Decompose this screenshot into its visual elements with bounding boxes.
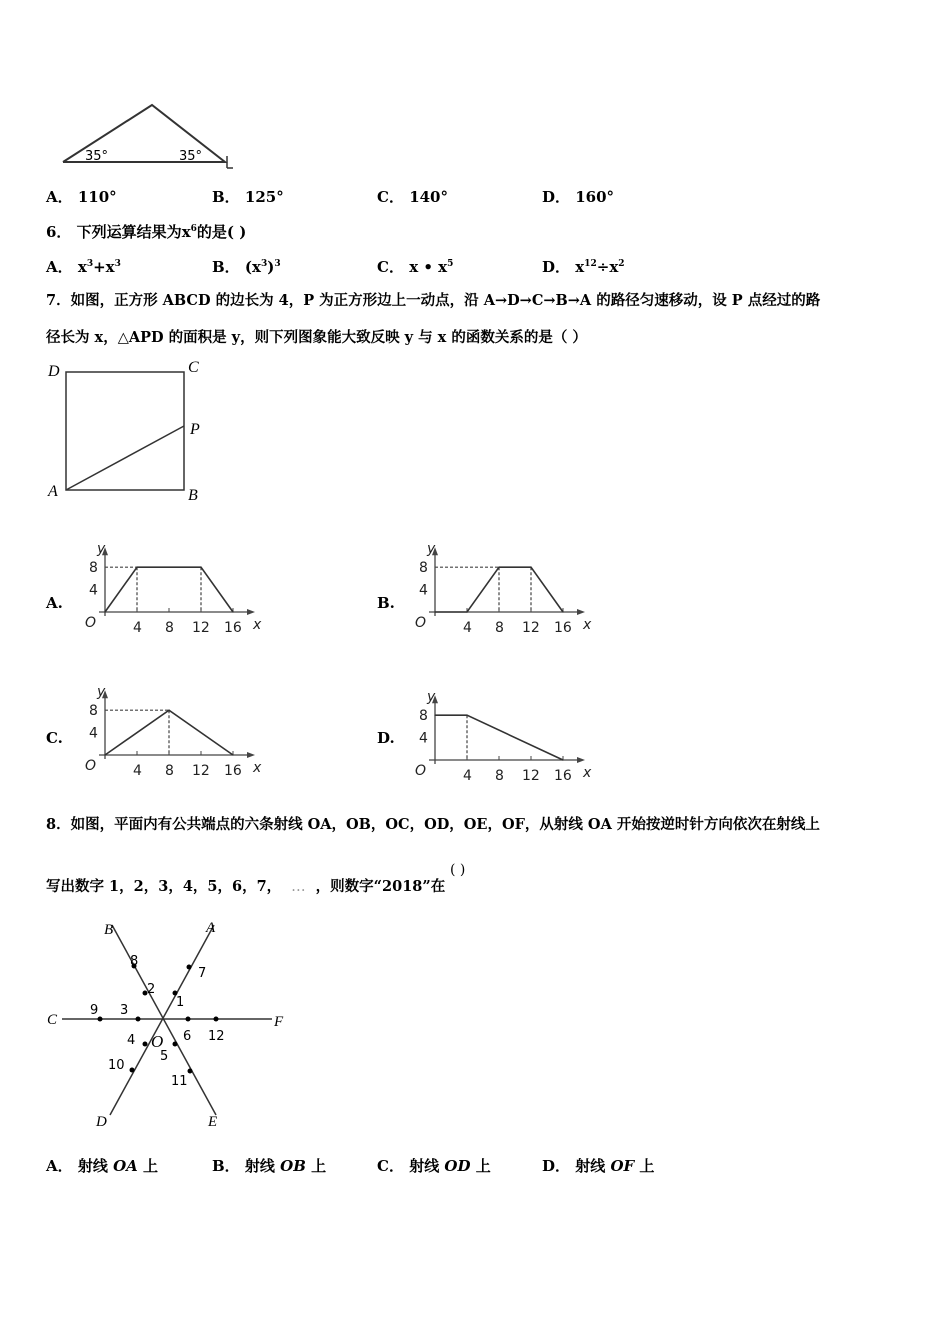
ray-number-9: 9 xyxy=(90,1003,99,1018)
data-point xyxy=(104,611,105,612)
angle-right-label: 35° xyxy=(179,149,203,164)
y-tick-label: 8 xyxy=(419,560,428,577)
y-tick-label: 8 xyxy=(89,703,98,720)
y-tick-label: 4 xyxy=(419,730,428,747)
data-point xyxy=(434,715,435,716)
square-label-b: B xyxy=(188,487,198,504)
ray-label-c: C xyxy=(47,1012,58,1028)
data-point xyxy=(466,611,467,612)
q5-option-d[interactable]: D． 160° xyxy=(542,188,615,206)
q8-stem-line1: 8．如图，平面内有公共端点的六条射线 OA，OB，OC，OD，OE，OF，从射线 OA 开始按逆时针方向依次在射线上 xyxy=(46,816,820,833)
q7-graph-a[interactable] xyxy=(75,535,275,635)
q8-option-a[interactable]: A． 射线 OA 上 xyxy=(46,1157,159,1175)
q6-option-b[interactable]: B． $(x^3)^3$ xyxy=(212,258,281,276)
ray-label-e: E xyxy=(208,1114,218,1130)
y-tick-label: 8 xyxy=(89,560,98,577)
q7-graph-b[interactable] xyxy=(405,535,605,635)
y-axis-label: y xyxy=(427,689,436,706)
q7-option-d-letter[interactable]: D. xyxy=(377,729,395,747)
x-tick-label: 16 xyxy=(224,620,242,636)
x-axis-label: x xyxy=(583,617,592,633)
x-tick-label: 12 xyxy=(522,768,540,784)
square-label-p: P xyxy=(190,421,200,438)
data-point xyxy=(168,710,169,711)
x-tick-label: 4 xyxy=(133,620,142,636)
data-point xyxy=(104,754,105,755)
origin-label: O xyxy=(415,615,427,631)
x-tick-label: 12 xyxy=(522,620,540,636)
ray-number-11: 11 xyxy=(171,1074,188,1089)
q7-stem-line2: 径长为 x，△APD 的面积是 y，则下列图象能大致反映 y 与 x 的函数关系的是（ ） xyxy=(46,329,587,346)
data-point xyxy=(136,567,137,568)
q7-square-figure xyxy=(40,358,220,508)
y-tick-label: 4 xyxy=(89,582,98,599)
ray-number-3: 3 xyxy=(120,1003,129,1018)
q5-option-b[interactable]: B． 125° xyxy=(212,188,284,206)
x-axis-arrow xyxy=(247,609,255,615)
q8-answer-paren: ( ) xyxy=(450,862,466,878)
x-tick-label: 16 xyxy=(224,763,242,779)
y-axis-label: y xyxy=(97,684,106,701)
x-tick-label: 4 xyxy=(463,620,472,636)
data-point xyxy=(200,567,201,568)
y-axis-label: y xyxy=(97,541,106,558)
function-line xyxy=(435,715,563,760)
ray-number-12: 12 xyxy=(208,1029,225,1044)
x-axis-label: x xyxy=(253,617,262,633)
x-axis-arrow xyxy=(577,609,585,615)
ray-label-b: B xyxy=(104,922,114,938)
data-point xyxy=(232,611,233,612)
data-point xyxy=(498,567,499,568)
q8-rays-figure xyxy=(40,915,300,1135)
x-axis-arrow xyxy=(247,752,255,758)
q6-option-c[interactable]: C． x • $x^5$ xyxy=(377,258,454,276)
x-tick-label: 12 xyxy=(192,763,210,779)
x-tick-label: 8 xyxy=(495,768,504,784)
ray-number-7: 7 xyxy=(198,966,207,981)
square-label-d: D xyxy=(48,363,60,380)
q5-option-c[interactable]: C． 140° xyxy=(377,188,448,206)
x-tick-label: 4 xyxy=(463,768,472,784)
x-tick-label: 8 xyxy=(165,620,174,636)
x-axis-label: x xyxy=(583,765,592,781)
q8-option-b[interactable]: B． 射线 OB 上 xyxy=(212,1157,327,1175)
q8-option-d[interactable]: D． 射线 OF 上 xyxy=(542,1157,655,1175)
q6-option-d[interactable]: D． $x^{12}\div x^2$ xyxy=(542,258,625,276)
q5-triangle-figure xyxy=(55,100,295,170)
q7-graph-d[interactable] xyxy=(405,683,605,783)
x-tick-label: 16 xyxy=(554,768,572,784)
x-tick-label: 8 xyxy=(165,763,174,779)
ray-number-8: 8 xyxy=(130,954,139,969)
ray-label-o: O xyxy=(151,1032,164,1051)
x-axis-arrow xyxy=(577,757,585,763)
data-point xyxy=(530,567,531,568)
q7-option-c-letter[interactable]: C. xyxy=(46,729,63,747)
q6-option-a[interactable]: A． $x^3+x^3$ xyxy=(46,258,121,276)
x-axis-label: x xyxy=(253,760,262,776)
data-point xyxy=(466,715,467,716)
q7-stem-line1: 7．如图，正方形 ABCD 的边长为 4，P 为正方形边上一动点，沿 A→D→C→B→A 的路径匀速移动，设 P 点经过的路 xyxy=(46,292,821,309)
q7-option-b-letter[interactable]: B. xyxy=(377,594,395,612)
x-tick-label: 4 xyxy=(133,763,142,779)
square-label-c: C xyxy=(188,359,199,376)
ray-number-1: 1 xyxy=(176,995,185,1010)
ray-number-6: 6 xyxy=(183,1029,192,1044)
origin-label: O xyxy=(85,615,97,631)
data-point xyxy=(232,754,233,755)
ray-number-4: 4 xyxy=(127,1033,136,1048)
y-tick-label: 4 xyxy=(89,725,98,742)
ray-number-5: 5 xyxy=(160,1049,169,1064)
y-tick-label: 8 xyxy=(419,708,428,725)
function-line xyxy=(105,567,233,612)
ray-number-2: 2 xyxy=(147,982,156,997)
q7-graph-c[interactable] xyxy=(75,678,275,778)
angle-left-label: 35° xyxy=(85,149,109,164)
ray-number-10: 10 xyxy=(108,1058,125,1073)
origin-label: O xyxy=(85,758,97,774)
y-axis-label: y xyxy=(427,541,436,558)
q5-option-a[interactable]: A． 110° xyxy=(46,188,117,206)
x-tick-label: 8 xyxy=(495,620,504,636)
ray-label-d: D xyxy=(96,1114,107,1130)
q8-stem-line2: 写出数字 1，2，3，4，5，6，7， … ，则数字“2018”在 xyxy=(46,878,446,895)
ray-label-f: F xyxy=(274,1014,284,1030)
q7-option-a-letter[interactable]: A. xyxy=(46,594,63,612)
data-point xyxy=(562,611,563,612)
q8-option-c[interactable]: C． 射线 OD 上 xyxy=(377,1157,491,1175)
x-tick-label: 16 xyxy=(554,620,572,636)
q6-stem: 6． 下列运算结果为$x^6$的是( ) xyxy=(46,223,247,241)
origin-label: O xyxy=(415,763,427,779)
ray-label-a: A xyxy=(206,920,216,936)
y-tick-label: 4 xyxy=(419,582,428,599)
data-point xyxy=(434,611,435,612)
data-point xyxy=(562,759,563,760)
x-tick-label: 12 xyxy=(192,620,210,636)
square-label-a: A xyxy=(48,483,58,500)
